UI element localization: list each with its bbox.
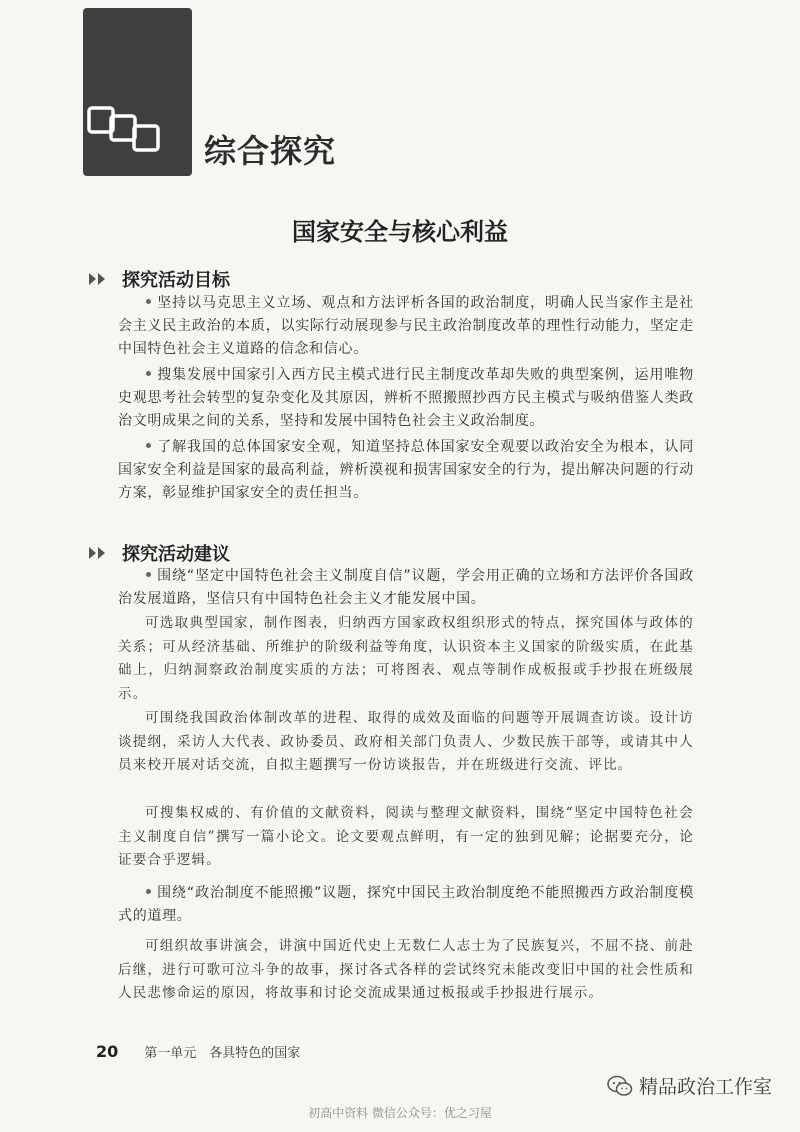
suggestion-detail-4: 可组织故事讲演会，讲演中国近代史上无数仁人志士为了民族复兴，不屈不挠、前赴后继，进行可歌可泣斗争的故事，探讨各式各样的尝试终究未能改变旧中国的社会性质和人民悲惨命运的原因，将故事和讨论交流成果通过板报或手抄报进行展示。	[118, 938, 694, 1001]
page-title: 国家安全与核心利益	[292, 217, 508, 246]
suggestion-detail-1: 可选取典型国家，制作图表，归纳西方国家政权组织形式的特点，探究国体与政体的关系；可从经济基础、所维护的阶级利益等角度，认识资本主义国家的阶级实质，在此基础上，归纳洞察政治制度实质的方法；可将图表、观点等制作成板报或手抄报在班级展示。	[118, 615, 694, 702]
goal-item-2: 搜集发展中国家引入西方民主模式进行民主制度改革却失败的典型案例，运用唯物史观思考社会转型的复杂变化及其原因，辨析不照搬照抄西方民主模式与吸纳借鉴人类政治文明成果之间的关系，坚持和发展中国特色社会主义政治制度。	[118, 367, 694, 429]
section-title: 综合探究	[204, 132, 337, 170]
bullet-dot	[146, 572, 151, 577]
goal-item-1: 坚持以马克思主义立场、观点和方法评析各国的政治制度，明确人民当家作主是社会主义民主政治的本质，以实际行动展现参与民主政治制度改革的理性行动能力，坚定走中国特色社会主义道路的信念和信心。	[118, 295, 694, 357]
suggestion-topic-2: 围绕“政治制度不能照搬”议题，探究中国民主政治制度绝不能照搬西方政治制度模式的道理。	[118, 885, 694, 924]
watermark	[607, 1072, 772, 1099]
double-arrow-icon	[88, 546, 108, 560]
watermark-text: 精品政治工作室	[638, 1076, 772, 1098]
goal-item-3: 了解我国的总体国家安全观，知道坚持总体国家安全观要以政治安全为根本，认同国家安全利益是国家的最高利益，辨析漠视和损害国家安全的行为，提出解决问题的行动方案，彰显维护国家安全的责任担当。	[118, 439, 694, 501]
bullet-dot	[146, 299, 151, 304]
suggestion-detail-2: 可围绕我国政治体制改革的进程、取得的成效及面临的问题等开展调查访谈。设计访谈提纲，采访人大代表、政协委员、政府相关部门负责人、少数民族干部等，或请其中人员来校开展对话交流，自拟主题撰写一份访谈报告，并在班级进行交流、评比。	[118, 710, 694, 773]
three-squares-icon	[86, 102, 170, 162]
wechat-icon	[607, 1075, 633, 1097]
suggestion-topic-1: 围绕“坚定中国特色社会主义制度自信”议题，学会用正确的立场和方法评价各国政治发展道路，坚信只有中国特色社会主义才能发展中国。	[118, 568, 694, 607]
suggestions-heading	[88, 540, 230, 566]
suggestions-heading-text: 探究活动建议	[122, 544, 230, 565]
goals-heading	[88, 266, 230, 292]
unit-label: 第一单元 各具特色的国家	[144, 1046, 301, 1061]
page-footer	[96, 1042, 300, 1061]
suggestion-detail-3: 可搜集权威的、有价值的文献资料，阅读与整理文献资料，围绕“坚定中国特色社会主义制度自信”撰写一篇小论文。论文要观点鲜明，有一定的独到见解；论据要充分，论证要合乎逻辑。	[118, 805, 694, 868]
bullet-dot	[146, 443, 151, 448]
double-arrow-icon	[88, 272, 108, 286]
goals-heading-text: 探究活动目标	[122, 270, 230, 291]
bullet-dot	[146, 889, 151, 894]
bullet-dot	[146, 371, 151, 376]
bottom-note: 初高中资料 微信公众号：优之习屋	[308, 1106, 492, 1120]
page-number: 20	[96, 1042, 119, 1061]
